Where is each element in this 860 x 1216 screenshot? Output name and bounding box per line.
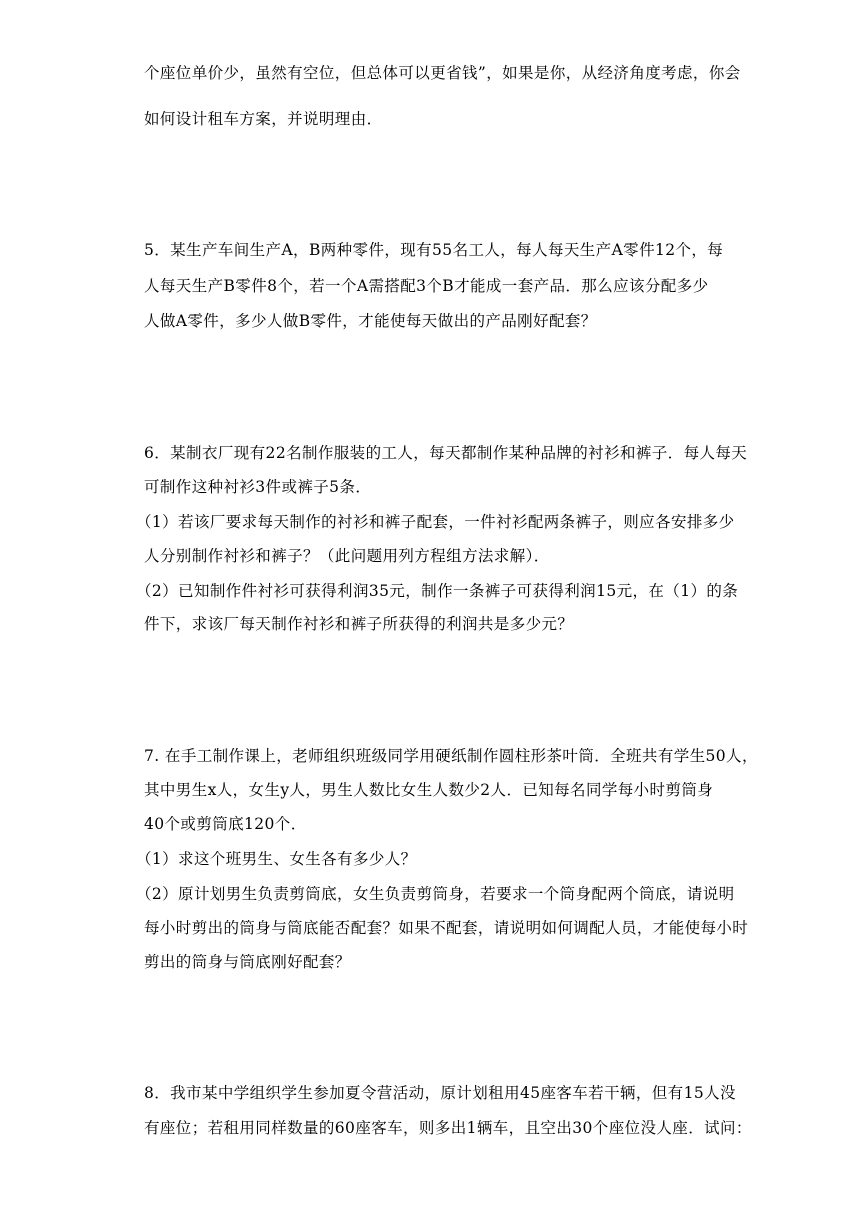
problem-7-part-2-line-2: 每小时剪出的筒身与筒底能否配套？如果不配套，请说明如何调配人员，才能使每小时 xyxy=(144,919,749,937)
problem-7-text-line-2: 其中男生x人，女生y人，男生人数比女生人数少2人．已知每名同学每小时剪筒身 xyxy=(144,781,714,799)
problem-7-part-1-line: （1）求这个班男生、女生各有多少人？ xyxy=(136,850,417,868)
problem-7-part-2-line-1: （2）原计划男生负责剪筒底，女生负责剪筒身，若要求一个筒身配两个筒底，请说明 xyxy=(136,885,735,903)
problem-8-text-line-2: 有座位；若租用同样数量的60座客车，则多出1辆车，且空出30个座位没人座．试问： xyxy=(144,1119,752,1137)
problem-4-text-line-1: 个座位单价少，虽然有空位，但总体可以更省钱”，如果是你，从经济角度考虑，你会 xyxy=(144,64,741,82)
problem-7-text-line-1: 7. 在手工制作课上，老师组织班级同学用硬纸制作圆柱形茶叶筒．全班共有学生50人， xyxy=(144,747,758,765)
problem-6-part-2-line-2: 件下，求该厂每天制作衬衫和裤子所获得的利润共是多少元？ xyxy=(144,615,574,633)
problem-6-part-2-line-1: （2）已知制作件衬衫可获得利润35元，制作一条裤子可获得利润15元，在（1）的条 xyxy=(136,582,739,600)
problem-6-text-line-2: 可制作这种衬衫3件或裤子5条． xyxy=(144,478,372,496)
problem-5-text-line-2: 人每天生产B零件8个，若一个A需搭配3个B才能成一套产品．那么应该分配多少 xyxy=(144,277,709,295)
problem-5-text-line-1: 5．某生产车间生产A，B两种零件，现有55名工人，每人每天生产A零件12个，每 xyxy=(144,241,724,259)
problem-6-part-1-line-1: （1）若该厂要求每天制作的衬衫和裤子配套，一件衬衫配两条裤子，则应各安排多少 xyxy=(136,513,735,531)
problem-6-text-line-1: 6．某制衣厂现有22名制作服装的工人，每天都制作某种品牌的衬衫和裤子．每人每天 xyxy=(144,444,748,462)
problem-6-part-1-line-2: 人分别制作衬衫和裤子？（此问题用列方程组方法求解）． xyxy=(144,547,550,565)
problem-4-text-line-2: 如何设计租车方案，并说明理由． xyxy=(144,110,383,128)
problem-7-text-line-3: 40个或剪筒底120个． xyxy=(144,815,307,833)
problem-5-text-line-3: 人做A零件，多少人做B零件，才能使每天做出的产品刚好配套？ xyxy=(144,312,597,330)
problem-7-part-2-line-3: 剪出的筒身与筒底刚好配套？ xyxy=(144,953,351,971)
problem-8-text-line-1: 8．我市某中学组织学生参加夏令营活动，原计划租用45座客车若干辆，但有15人没 xyxy=(144,1084,736,1102)
